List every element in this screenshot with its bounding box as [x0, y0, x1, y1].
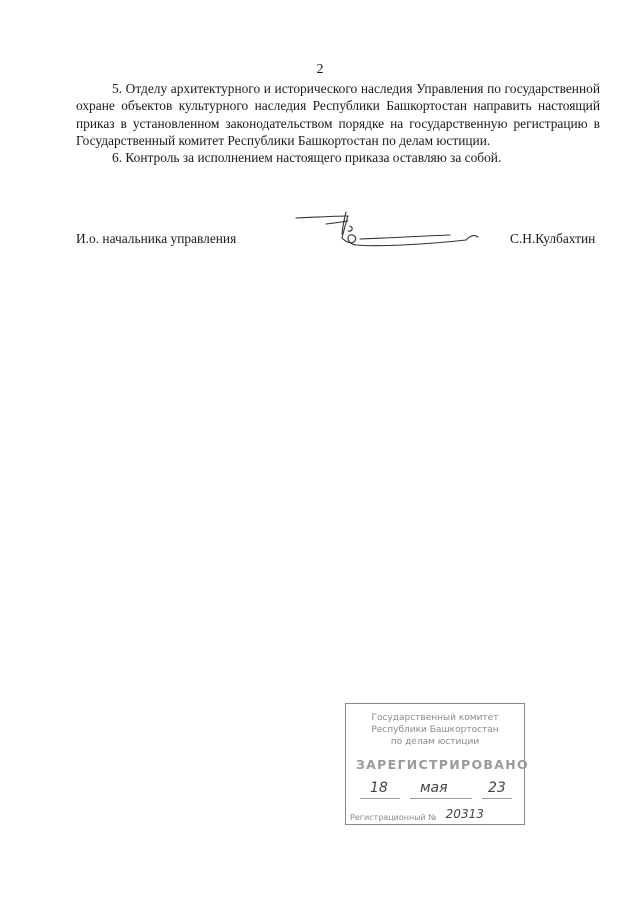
stamp-org-line: по делам юстиции: [390, 737, 480, 747]
stamp-org-line: Республики Башкортостан: [371, 725, 499, 735]
date-underline: [482, 798, 512, 799]
stamp-registered-label: ЗАРЕГИСТРИРОВАНО: [356, 757, 529, 772]
stamp-reg-label: Регистрационный №: [350, 813, 437, 822]
registration-stamp: [345, 703, 529, 825]
paragraph-6: 6. Контроль за исполнением настоящего приказа оставляю за собой.: [112, 150, 502, 166]
stamp-organization: [346, 712, 524, 748]
paragraph-5: 5. Отделу архитектурного и исторического наследия Управления по государственной охране объектов культурного наследия Республики Башкортостан направить настоящий приказ в установленном законодательством порядке на государственную регистрацию в Государственный комитет Республики Башкортостан по делам юстиции.: [76, 81, 600, 148]
date-underline: [410, 798, 472, 799]
signatory-title: И.о. начальника управления: [76, 231, 237, 246]
stamp-month: мая: [420, 780, 448, 796]
stamp-date: [360, 780, 510, 800]
stamp-org-line: Государственный комитет: [371, 713, 499, 723]
stamp-day: 18: [370, 780, 388, 796]
stamp-reg-value: 20313: [445, 807, 484, 821]
document-body: [76, 80, 600, 166]
signature-image: [290, 204, 490, 254]
date-underline: [360, 798, 400, 799]
page-number: 2: [316, 62, 324, 77]
stamp-year: 23: [488, 780, 506, 796]
signatory-name: С.Н.Кулбахтин: [510, 231, 596, 246]
stamp-reg-number: [350, 805, 484, 824]
